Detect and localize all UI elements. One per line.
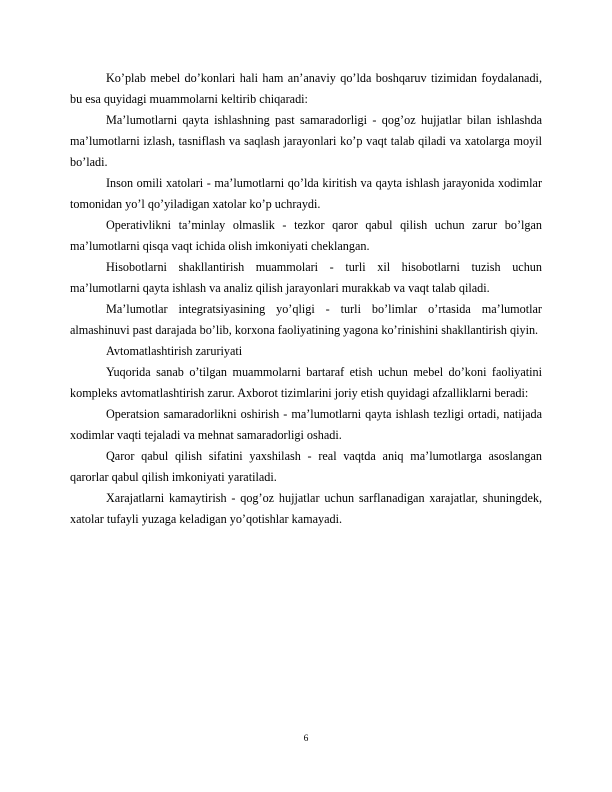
page-number: 6 [303, 734, 309, 744]
document-page [70, 68, 542, 530]
section-heading: Avtomatlashtirish zaruriyati [106, 344, 243, 358]
paragraph-reporting-problems: Hisobotlarni shakllantirish muammolari - turli xil hisobotlarni tuzish uchun ma’lumotlarni qayta ishlash va analiz qilish jarayonlari murakkab va vaqt talab qiladi. [70, 260, 542, 295]
paragraph-operational-efficiency: Operatsion samaradorlikni oshirish - ma’lumotlarni qayta ishlash tezligi ortadi, natijada xodimlar vaqti tejaladi va mehnat samaradorligi oshadi. [70, 407, 542, 442]
paragraph-intro: Ko’plab mebel do’konlari hali ham an’anaviy qo’lda boshqaruv tizimidan foydalanadi, bu esa quyidagi muammolarni keltirib chiqaradi: [70, 71, 542, 106]
paragraph-processing-efficiency: Ma’lumotlarni qayta ishlashning past samaradorligi - qog’oz hujjatlar bilan ishlashda ma’lumotlarni izlash, tasniflash va saqlash jarayonlari ko’p vaqt talab qiladi va xatolarga moyil bo’ladi. [70, 113, 542, 169]
paragraph-human-error: Inson omili xatolari - ma’lumotlarni qo’lda kiritish va qayta ishlash jarayonida xodimlar tomonidan yo’l qo’yiladigan xatolar ko’p uchraydi. [70, 176, 542, 211]
paragraph-automation-need: Yuqorida sanab o’tilgan muammolarni bartaraf etish uchun mebel do’koni faoliyatini kompleks avtomatlashtirish zarur. Axborot tizimlarini joriy etish quyidagi afzalliklarni beradi: [70, 365, 542, 400]
paragraph-data-integration: Ma’lumotlar integratsiyasining yo’qligi - turli bo’limlar o’rtasida ma’lumotlar almashinuvi past darajada bo’lib, korxona faoliyatining yagona ko’rinishini shakllantirish qiyin. [70, 302, 542, 337]
paragraph-operational-speed: Operativlikni ta’minlay olmaslik - tezkor qaror qabul qilish uchun zarur bo’lgan ma’lumotlarni qisqa vaqt ichida olish imkoniyati cheklangan. [70, 218, 542, 253]
paragraph-cost-reduction: Xarajatlarni kamaytirish - qog’oz hujjatlar uchun sarflanadigan xarajatlar, shuningdek, xatolar tufayli yuzaga keladigan yo’qotishlar kamayadi. [70, 491, 542, 526]
paragraph-decision-quality: Qaror qabul qilish sifatini yaxshilash - real vaqtda aniq ma’lumotlarga asoslangan qarorlar qabul qilish imkoniyati yaratiladi. [70, 449, 542, 484]
